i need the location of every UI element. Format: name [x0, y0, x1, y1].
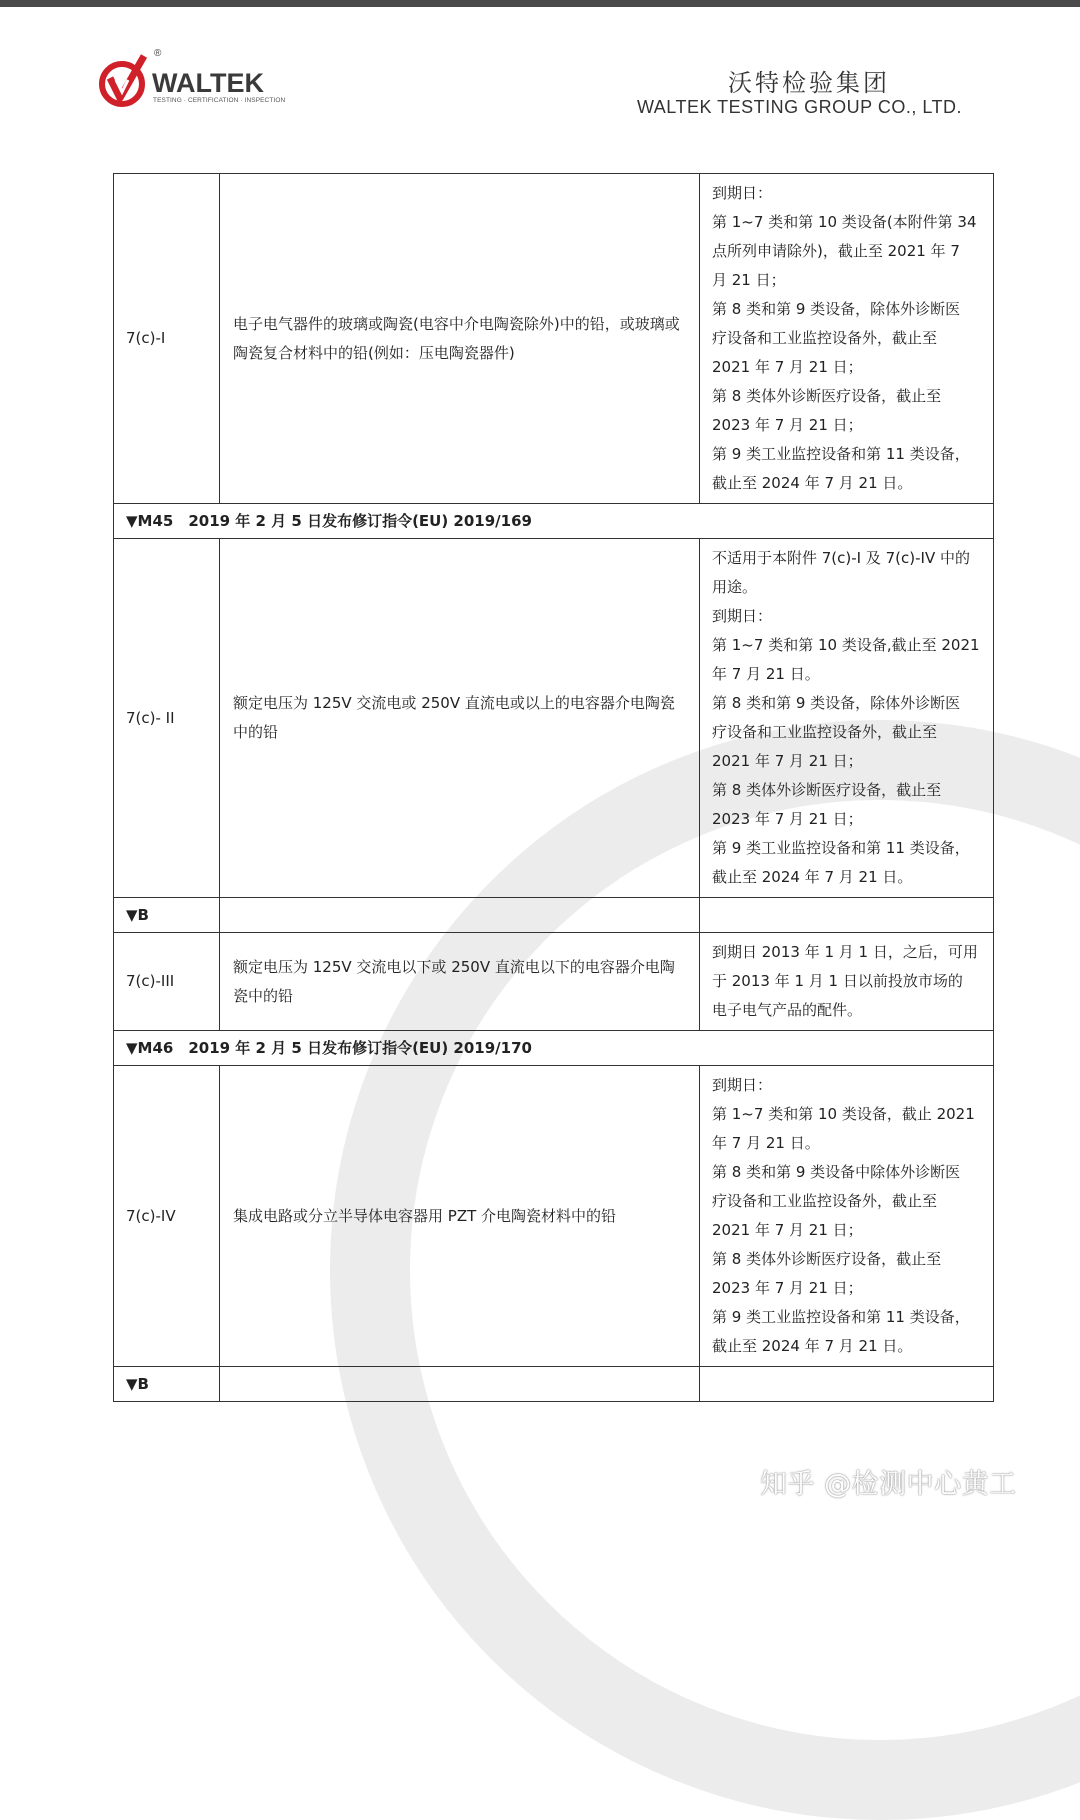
expiry-note-line: 第 1~7 类和第 10 类设备,截止至 2021: [712, 636, 980, 654]
amendment-heading: ▼M46 2019 年 2 月 5 日发布修订指令(EU) 2019/170: [114, 1031, 994, 1066]
expiry-note-line: 2023 年 7 月 21 日；: [712, 1279, 863, 1297]
amendment-marker: ▼B: [114, 1367, 220, 1402]
empty-cell: [700, 1367, 994, 1402]
logo-tagline: TESTING · CERTIFICATION · INSPECTION: [153, 97, 286, 104]
expiry-note-line: 到期日：: [712, 184, 773, 202]
expiry-note-line: 疗设备和工业监控设备外，截止至: [712, 723, 938, 741]
expiry-note-line: 第 9 类工业监控设备和第 11 类设备，: [712, 1308, 970, 1326]
expiry-note-line: 截止至 2024 年 7 月 21 日。: [712, 474, 913, 492]
registered-mark: ®: [154, 48, 162, 59]
section-row-m45: [114, 504, 994, 539]
expiry-note-line: 2021 年 7 月 21 日；: [712, 752, 863, 770]
expiry-note-line: 点所列申请除外)，截止至 2021 年 7: [712, 242, 960, 260]
expiry-note-line: 2023 年 7 月 21 日；: [712, 416, 863, 434]
top-bar: [0, 0, 1080, 7]
amendment-heading: ▼M45 2019 年 2 月 5 日发布修订指令(EU) 2019/169: [114, 504, 994, 539]
empty-cell: [700, 898, 994, 933]
amendment-marker: ▼B: [114, 898, 220, 933]
exemption-code: 7(c)- II: [114, 539, 220, 898]
table-row: [114, 933, 994, 1031]
expiry-notes: [700, 933, 994, 1031]
expiry-note-line: 第 8 类体外诊断医疗设备，截止至: [712, 781, 942, 799]
zhihu-watermark: 知乎 @检测中心黄工: [760, 1469, 1017, 1500]
expiry-note-line: 2023 年 7 月 21 日；: [712, 810, 863, 828]
logo-wordmark: WALTEK: [152, 68, 264, 98]
exemption-description: 额定电压为 125V 交流电以下或 250V 直流电以下的电容器介电陶瓷中的铅: [220, 933, 700, 1031]
expiry-note-line: 疗设备和工业监控设备外，截止至: [712, 1192, 938, 1210]
expiry-note-line: 第 1~7 类和第 10 类设备，截止 2021: [712, 1105, 975, 1123]
waltek-logo-mark-icon: [98, 50, 150, 112]
expiry-note-line: 到期日：: [712, 1076, 773, 1094]
expiry-note-line: 2021 年 7 月 21 日；: [712, 1221, 863, 1239]
exemption-description: 电子电气器件的玻璃或陶瓷(电容中介电陶瓷除外)中的铅，或玻璃或陶瓷复合材料中的铅(例如：压电陶瓷器件): [220, 174, 700, 504]
exemption-description: 集成电路或分立半导体电容器用 PZT 介电陶瓷材料中的铅: [220, 1066, 700, 1367]
table-row: [114, 539, 994, 898]
expiry-notes: [700, 1066, 994, 1367]
expiry-note-line: 第 8 类和第 9 类设备中除体外诊断医: [712, 1163, 961, 1181]
expiry-note-line: 年 7 月 21 日。: [712, 1134, 820, 1152]
expiry-note-line: 截止至 2024 年 7 月 21 日。: [712, 1337, 913, 1355]
exemption-code: 7(c)-I: [114, 174, 220, 504]
table-row: [114, 1066, 994, 1367]
expiry-note-line: 年 7 月 21 日。: [712, 665, 820, 683]
expiry-note-line: 到期日 2013 年 1 月 1 日，之后，可用: [712, 943, 978, 961]
table-row: [114, 174, 994, 504]
empty-cell: [220, 1367, 700, 1402]
waltek-logo: [98, 50, 288, 112]
expiry-note-line: 月 21 日；: [712, 271, 786, 289]
empty-cell: [220, 898, 700, 933]
expiry-note-line: 第 8 类体外诊断医疗设备，截止至: [712, 1250, 942, 1268]
expiry-note-line: 疗设备和工业监控设备外，截止至: [712, 329, 938, 347]
exemption-description: 额定电压为 125V 交流电或 250V 直流电或以上的电容器介电陶瓷中的铅: [220, 539, 700, 898]
company-name-cn: 沃特检验集团: [728, 69, 890, 97]
expiry-note-line: 第 1~7 类和第 10 类设备(本附件第 34: [712, 213, 977, 231]
expiry-note-line: 第 9 类工业监控设备和第 11 类设备，: [712, 839, 970, 857]
exemption-table: [113, 173, 994, 1402]
expiry-note-line: 于 2013 年 1 月 1 日以前投放市场的: [712, 972, 963, 990]
expiry-note-line: 第 8 类体外诊断医疗设备，截止至: [712, 387, 942, 405]
expiry-note-line: 截止至 2024 年 7 月 21 日。: [712, 868, 913, 886]
exemption-code: 7(c)-III: [114, 933, 220, 1031]
expiry-note-line: 不适用于本附件 7(c)-I 及 7(c)-IV 中的: [712, 549, 970, 567]
section-row-m46: [114, 1031, 994, 1066]
expiry-note-line: 2021 年 7 月 21 日；: [712, 358, 863, 376]
expiry-note-line: 第 9 类工业监控设备和第 11 类设备，: [712, 445, 970, 463]
expiry-notes: [700, 174, 994, 504]
company-name-en: WALTEK TESTING GROUP CO., LTD.: [636, 97, 962, 117]
expiry-note-line: 用途。: [712, 578, 758, 596]
section-row-b: [114, 1367, 994, 1402]
exemption-code: 7(c)-IV: [114, 1066, 220, 1367]
expiry-note-line: 到期日：: [712, 607, 773, 625]
expiry-note-line: 电子电气产品的配件。: [712, 1001, 863, 1019]
expiry-note-line: 第 8 类和第 9 类设备，除体外诊断医: [712, 694, 961, 712]
section-row-b: [114, 898, 994, 933]
expiry-notes: [700, 539, 994, 898]
expiry-note-line: 第 8 类和第 9 类设备，除体外诊断医: [712, 300, 961, 318]
